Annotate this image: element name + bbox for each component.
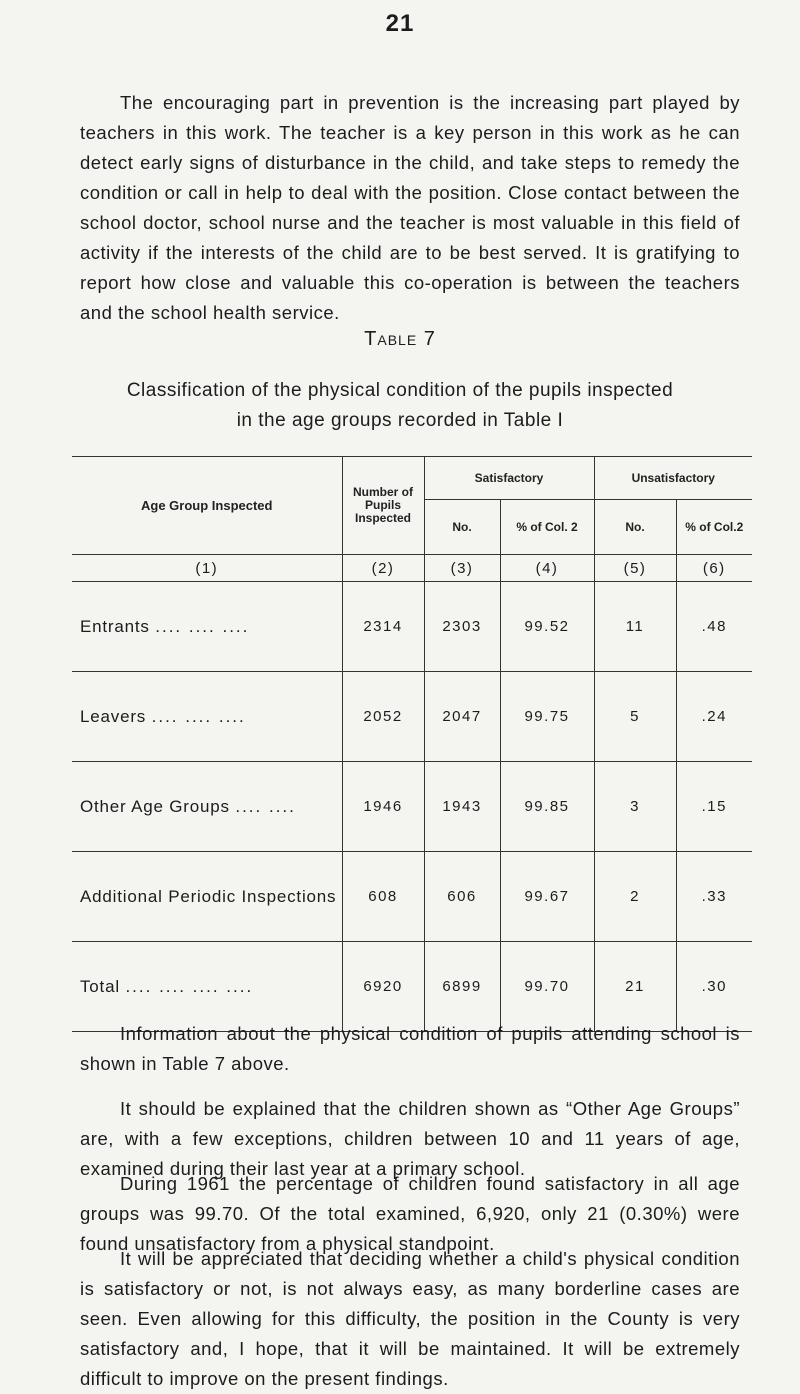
col-num-2: (2) — [342, 555, 424, 582]
cell-unsat-pct: .48 — [676, 582, 752, 672]
row-label — [72, 582, 342, 672]
table-row — [72, 762, 752, 852]
header-unsat-pct: % of Col.2 — [676, 500, 752, 555]
row-label-text: Leavers — [80, 706, 147, 726]
cell-unsat-no: 2 — [594, 852, 676, 942]
col-num-3: (3) — [424, 555, 500, 582]
cell-number: 1946 — [342, 762, 424, 852]
page-number: 21 — [385, 10, 415, 37]
cell-sat-pct: 99.85 — [500, 762, 594, 852]
physical-condition-table — [72, 456, 752, 1032]
cell-number: 6920 — [342, 942, 424, 1032]
header-sat-no: No. — [424, 500, 500, 555]
leader-dots: .... .... .... .... — [125, 976, 254, 996]
leader-dots: .... .... — [235, 796, 296, 816]
header-sat-pct: % of Col. 2 — [500, 500, 594, 555]
cell-sat-pct: 99.67 — [500, 852, 594, 942]
header-satisfactory: Satisfactory — [424, 457, 594, 500]
cell-number: 608 — [342, 852, 424, 942]
cell-unsat-no: 11 — [594, 582, 676, 672]
row-label — [72, 672, 342, 762]
cell-unsat-no: 5 — [594, 672, 676, 762]
intro-paragraph: The encouraging part in prevention is the increasing part played by teachers in this work. The teacher is a key person in this work as he can detect early signs of disturbance in the child, and take steps to remedy the condition or call in help to deal with the position. Close contact between the school doctor, school nurse and the teacher is most valuable in this field of activity if the interests of the child are to be best served. It is gratifying to report how close and valuable this co-operation is between the teachers and the school health service. — [80, 92, 740, 323]
cell-unsat-pct: .24 — [676, 672, 752, 762]
cell-sat-pct: 99.52 — [500, 582, 594, 672]
cell-sat-no: 6899 — [424, 942, 500, 1032]
explanation-paragraph: It should be explained that the children shown as “Other Age Groups” are, with a few exceptions, children between 10 and 11 years of age, examined during their last year at a primary school. — [80, 1098, 740, 1179]
table-row — [72, 582, 752, 672]
row-label — [72, 942, 342, 1032]
leader-dots: .... .... .... — [155, 616, 250, 636]
cell-unsat-no: 21 — [594, 942, 676, 1032]
col-num-5: (5) — [594, 555, 676, 582]
row-label-text: Additional Periodic Inspections — [80, 886, 337, 906]
cell-sat-no: 606 — [424, 852, 500, 942]
cell-sat-no: 1943 — [424, 762, 500, 852]
header-number-inspected: Number of Pupils Inspected — [342, 457, 424, 555]
row-label — [72, 852, 342, 942]
cell-unsat-pct: .33 — [676, 852, 752, 942]
cell-number: 2314 — [342, 582, 424, 672]
col-num-6: (6) — [676, 555, 752, 582]
percentage-paragraph: During 1961 the percentage of children found satisfactory in all age groups was 99.70. Of the total examined, 6,920, only 21 (0.30%) were found unsatisfactory from a physical standpoint. — [80, 1173, 740, 1254]
col-num-4: (4) — [500, 555, 594, 582]
appreciation-paragraph: It will be appreciated that deciding whether a child's physical condition is satisfactory or not, is not always easy, as many borderline cases are seen. Even allowing for this difficulty, the position in the County is very satisfactory and, I hope, that it will be maintained. It will be extremely difficult to improve on the present findings. — [80, 1248, 740, 1389]
total-row — [72, 942, 752, 1032]
row-label — [72, 762, 342, 852]
header-unsat-no: No. — [594, 500, 676, 555]
table-title: Table 7 — [364, 328, 436, 350]
cell-sat-no: 2047 — [424, 672, 500, 762]
header-unsatisfactory: Unsatisfactory — [594, 457, 752, 500]
row-label-text: Other Age Groups — [80, 796, 230, 816]
row-label-text: Entrants — [80, 616, 150, 636]
cell-unsat-pct: .15 — [676, 762, 752, 852]
info-paragraph: Information about the physical condition of pupils attending school is shown in Table 7 above. — [80, 1023, 740, 1074]
table-row — [72, 672, 752, 762]
table-row — [72, 852, 752, 942]
row-label-text: Total — [80, 976, 120, 996]
leader-dots: .... .... .... — [151, 706, 246, 726]
table-caption-line-1: Classification of the physical condition of the pupils inspected — [126, 380, 674, 401]
column-number-row — [72, 555, 752, 582]
header-age-group: Age Group Inspected — [141, 498, 273, 513]
cell-number: 2052 — [342, 672, 424, 762]
table-caption-line-2: in the age groups recorded in Table I — [236, 410, 564, 431]
cell-unsat-no: 3 — [594, 762, 676, 852]
cell-unsat-pct: .30 — [676, 942, 752, 1032]
cell-sat-no: 2303 — [424, 582, 500, 672]
cell-sat-pct: 99.75 — [500, 672, 594, 762]
table-caption — [0, 376, 800, 436]
col-num-1: (1) — [72, 555, 342, 582]
cell-sat-pct: 99.70 — [500, 942, 594, 1032]
